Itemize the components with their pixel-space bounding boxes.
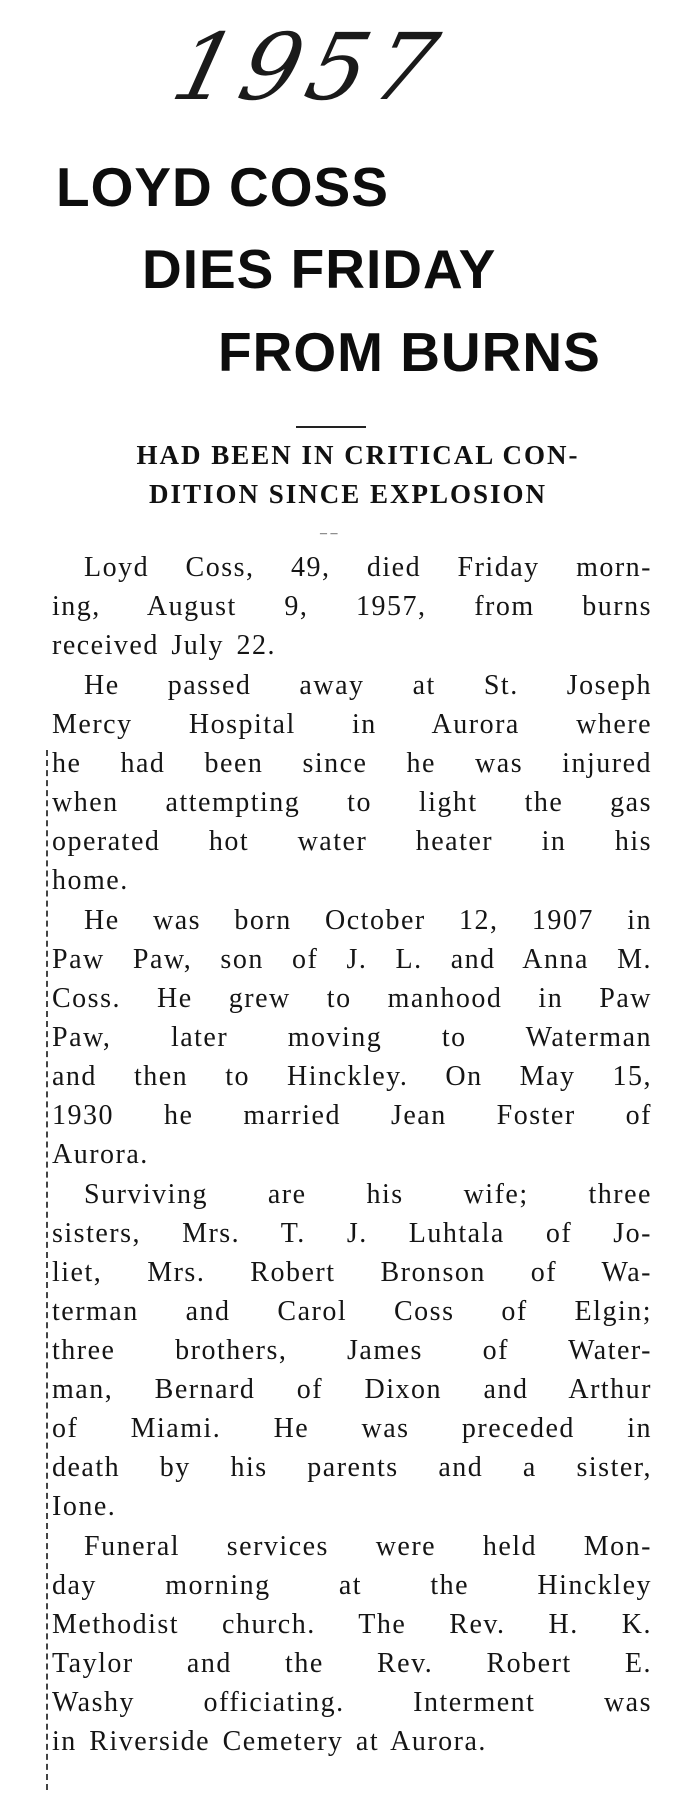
article-paragraph bbox=[52, 901, 652, 1174]
article-line: Loyd Coss, 49, died Friday morn- bbox=[84, 552, 652, 583]
subheadline-line-2: DITION SINCE EXPLOSION bbox=[148, 479, 548, 509]
article-line: Paw Paw, son of J. L. and Anna M. bbox=[52, 944, 652, 975]
article-line: man, Bernard of Dixon and Arthur bbox=[52, 1374, 652, 1405]
article-line: of Miami. He was preceded in bbox=[52, 1413, 652, 1444]
headline-line-2: DIES FRIDAY bbox=[142, 238, 497, 300]
article-line: day morning at the Hinckley bbox=[52, 1570, 652, 1601]
article-line: sisters, Mrs. T. J. Luhtala of Jo- bbox=[52, 1218, 652, 1249]
article-line: and then to Hinckley. On May 15, bbox=[52, 1061, 652, 1092]
article-line: home. bbox=[52, 865, 129, 896]
article-line: He was born October 12, 1907 in bbox=[84, 905, 652, 936]
headline-line-1: LOYD COSS bbox=[56, 156, 389, 218]
section-dash-ornament: – – bbox=[320, 526, 338, 541]
article-line: Coss. He grew to manhood in Paw bbox=[52, 983, 652, 1014]
article-paragraph bbox=[52, 548, 652, 665]
article-paragraph bbox=[52, 1527, 652, 1761]
article-line: Taylor and the Rev. Robert E. bbox=[52, 1648, 652, 1679]
article-line: He passed away at St. Joseph bbox=[84, 670, 652, 701]
headline-line-3: FROM BURNS bbox=[218, 321, 601, 383]
article-line: death by his parents and a sister, bbox=[52, 1452, 652, 1483]
article-line: he had been since he was injured bbox=[52, 748, 652, 779]
article-body bbox=[52, 548, 652, 1762]
article-line: received July 22. bbox=[52, 630, 276, 661]
column-edge-rule bbox=[46, 750, 48, 1790]
article-line: Ione. bbox=[52, 1491, 117, 1522]
article-line: Funeral services were held Mon- bbox=[84, 1531, 652, 1562]
article-line: Aurora. bbox=[52, 1139, 149, 1170]
subheadline-line-1: HAD BEEN IN CRITICAL CON- bbox=[136, 440, 580, 470]
article-line: Paw, later moving to Waterman bbox=[52, 1022, 652, 1053]
article-line: Washy officiating. Interment was bbox=[52, 1687, 652, 1718]
article-line: operated hot water heater in his bbox=[52, 826, 652, 857]
article-line: ing, August 9, 1957, from burns bbox=[52, 591, 652, 622]
handwritten-year-annotation: 1957 bbox=[162, 14, 456, 121]
article-line: when attempting to light the gas bbox=[52, 787, 652, 818]
article-line: liet, Mrs. Robert Bronson of Wa- bbox=[52, 1257, 652, 1288]
headline-divider bbox=[296, 426, 366, 428]
article-paragraph bbox=[52, 666, 652, 900]
article-line: Methodist church. The Rev. H. K. bbox=[52, 1609, 652, 1640]
article-paragraph bbox=[52, 1175, 652, 1526]
article-line: Mercy Hospital in Aurora where bbox=[52, 709, 652, 740]
article-line: terman and Carol Coss of Elgin; bbox=[52, 1296, 652, 1327]
article-line: three brothers, James of Water- bbox=[52, 1335, 652, 1366]
article-line: in Riverside Cemetery at Aurora. bbox=[52, 1726, 487, 1757]
article-line: Surviving are his wife; three bbox=[84, 1179, 652, 1210]
article-line: 1930 he married Jean Foster of bbox=[52, 1100, 652, 1131]
